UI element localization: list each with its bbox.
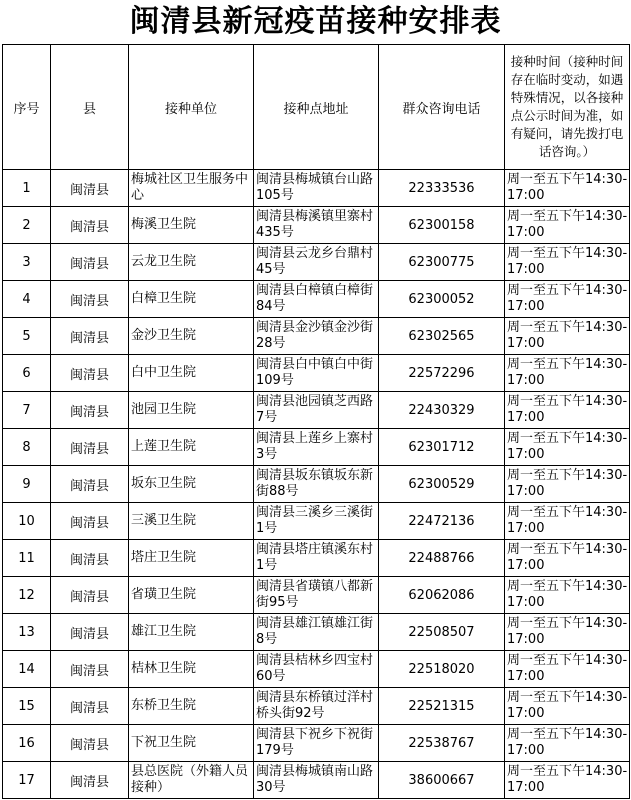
row-county: 闽清县 — [51, 577, 129, 614]
row-county: 闽清县 — [51, 651, 129, 688]
row-unit: 雄江卫生院 — [129, 614, 254, 651]
row-address: 闽清县雄江镇雄江街8号 — [254, 614, 379, 651]
row-time: 周一至五下午14:30-17:00 — [505, 318, 630, 355]
row-time: 周一至五下午14:30-17:00 — [505, 725, 630, 762]
row-address: 闽清县梅城镇台山路105号 — [254, 170, 379, 207]
row-county: 闽清县 — [51, 503, 129, 540]
table-row — [3, 207, 630, 244]
row-unit: 上莲卫生院 — [129, 429, 254, 466]
row-index: 1 — [3, 170, 51, 207]
row-unit: 三溪卫生院 — [129, 503, 254, 540]
table-row — [3, 281, 630, 318]
row-index: 14 — [3, 651, 51, 688]
row-time: 周一至五下午14:30-17:00 — [505, 614, 630, 651]
row-address: 闽清县省璜镇八都新街95号 — [254, 577, 379, 614]
row-phone: 22508507 — [379, 614, 505, 651]
row-index: 17 — [3, 762, 51, 799]
row-county: 闽清县 — [51, 170, 129, 207]
row-unit: 白樟卫生院 — [129, 281, 254, 318]
table-header-row — [3, 45, 630, 170]
row-county: 闽清县 — [51, 281, 129, 318]
row-phone: 38600667 — [379, 762, 505, 799]
row-county: 闽清县 — [51, 207, 129, 244]
row-unit: 下祝卫生院 — [129, 725, 254, 762]
row-unit: 梅溪卫生院 — [129, 207, 254, 244]
row-time: 周一至五下午14:30-17:00 — [505, 466, 630, 503]
row-county: 闽清县 — [51, 725, 129, 762]
table-row — [3, 503, 630, 540]
row-address: 闽清县池园镇芝西路7号 — [254, 392, 379, 429]
row-phone: 62300529 — [379, 466, 505, 503]
row-phone: 62300775 — [379, 244, 505, 281]
table-row — [3, 688, 630, 725]
row-time: 周一至五下午14:30-17:00 — [505, 688, 630, 725]
row-county: 闽清县 — [51, 540, 129, 577]
table-row — [3, 725, 630, 762]
row-index: 5 — [3, 318, 51, 355]
row-county: 闽清县 — [51, 614, 129, 651]
row-unit: 塔庄卫生院 — [129, 540, 254, 577]
table-row — [3, 392, 630, 429]
row-address: 闽清县梅城镇南山路30号 — [254, 762, 379, 799]
row-unit: 池园卫生院 — [129, 392, 254, 429]
row-index: 8 — [3, 429, 51, 466]
row-index: 3 — [3, 244, 51, 281]
row-phone: 22518020 — [379, 651, 505, 688]
table-row — [3, 244, 630, 281]
row-unit: 云龙卫生院 — [129, 244, 254, 281]
row-address: 闽清县东桥镇过洋村桥头街92号 — [254, 688, 379, 725]
row-unit: 金沙卫生院 — [129, 318, 254, 355]
row-phone: 22538767 — [379, 725, 505, 762]
row-county: 闽清县 — [51, 429, 129, 466]
row-unit: 东桥卫生院 — [129, 688, 254, 725]
header-unit: 接种单位 — [129, 45, 254, 170]
row-address: 闽清县白中镇白中街109号 — [254, 355, 379, 392]
table-body — [3, 170, 630, 799]
row-address: 闽清县下祝乡下祝街179号 — [254, 725, 379, 762]
row-unit: 梅城社区卫生服务中心 — [129, 170, 254, 207]
table-row — [3, 762, 630, 799]
header-address: 接种点地址 — [254, 45, 379, 170]
row-index: 15 — [3, 688, 51, 725]
row-address: 闽清县金沙镇金沙街28号 — [254, 318, 379, 355]
row-phone: 22333536 — [379, 170, 505, 207]
header-phone: 群众咨询电话 — [379, 45, 505, 170]
row-phone: 62301712 — [379, 429, 505, 466]
row-index: 13 — [3, 614, 51, 651]
table-row — [3, 614, 630, 651]
row-index: 6 — [3, 355, 51, 392]
row-phone: 22521315 — [379, 688, 505, 725]
row-index: 4 — [3, 281, 51, 318]
row-index: 12 — [3, 577, 51, 614]
row-time: 周一至五下午14:30-17:00 — [505, 207, 630, 244]
row-phone: 22472136 — [379, 503, 505, 540]
row-county: 闽清县 — [51, 392, 129, 429]
row-phone: 22572296 — [379, 355, 505, 392]
row-address: 闽清县上莲乡上寨村3号 — [254, 429, 379, 466]
row-county: 闽清县 — [51, 318, 129, 355]
table-row — [3, 651, 630, 688]
row-unit: 桔林卫生院 — [129, 651, 254, 688]
header-county: 县 — [51, 45, 129, 170]
row-time: 周一至五下午14:30-17:00 — [505, 244, 630, 281]
row-address: 闽清县云龙乡台鼎村45号 — [254, 244, 379, 281]
row-time: 周一至五下午14:30-17:00 — [505, 170, 630, 207]
row-time: 周一至五下午14:30-17:00 — [505, 392, 630, 429]
row-index: 9 — [3, 466, 51, 503]
row-address: 闽清县桔林乡四宝村60号 — [254, 651, 379, 688]
row-index: 7 — [3, 392, 51, 429]
row-county: 闽清县 — [51, 355, 129, 392]
row-unit: 坂东卫生院 — [129, 466, 254, 503]
row-time: 周一至五下午14:30-17:00 — [505, 429, 630, 466]
row-address: 闽清县白樟镇白樟街84号 — [254, 281, 379, 318]
row-phone: 62300158 — [379, 207, 505, 244]
row-county: 闽清县 — [51, 466, 129, 503]
vaccination-schedule-table — [2, 44, 630, 799]
table-row — [3, 429, 630, 466]
row-phone: 22430329 — [379, 392, 505, 429]
row-index: 2 — [3, 207, 51, 244]
row-address: 闽清县塔庄镇溪东村1号 — [254, 540, 379, 577]
row-unit: 省璜卫生院 — [129, 577, 254, 614]
table-row — [3, 540, 630, 577]
row-time: 周一至五下午14:30-17:00 — [505, 281, 630, 318]
row-time: 周一至五下午14:30-17:00 — [505, 577, 630, 614]
row-time: 周一至五下午14:30-17:00 — [505, 503, 630, 540]
row-time: 周一至五下午14:30-17:00 — [505, 651, 630, 688]
row-phone: 62062086 — [379, 577, 505, 614]
row-address: 闽清县坂东镇坂东新街88号 — [254, 466, 379, 503]
row-index: 16 — [3, 725, 51, 762]
row-index: 10 — [3, 503, 51, 540]
row-phone: 62300052 — [379, 281, 505, 318]
table-row — [3, 466, 630, 503]
header-time: 接种时间（接种时间存在临时变动，如遇特殊情况，以各接种点公示时间为准，如有疑问，请先拨打电话咨询。） — [505, 45, 630, 170]
page-title: 闽清县新冠疫苗接种安排表 — [129, 4, 502, 39]
row-address: 闽清县三溪乡三溪街1号 — [254, 503, 379, 540]
row-county: 闽清县 — [51, 762, 129, 799]
table-row — [3, 355, 630, 392]
row-county: 闽清县 — [51, 244, 129, 281]
row-phone: 22488766 — [379, 540, 505, 577]
row-time: 周一至五下午14:30-17:00 — [505, 540, 630, 577]
row-unit: 县总医院（外籍人员接种） — [129, 762, 254, 799]
row-time: 周一至五下午14:30-17:00 — [505, 355, 630, 392]
row-unit: 白中卫生院 — [129, 355, 254, 392]
table-row — [3, 318, 630, 355]
row-county: 闽清县 — [51, 688, 129, 725]
row-index: 11 — [3, 540, 51, 577]
table-row — [3, 577, 630, 614]
row-address: 闽清县梅溪镇里寨村435号 — [254, 207, 379, 244]
row-phone: 62302565 — [379, 318, 505, 355]
table-row — [3, 170, 630, 207]
header-index: 序号 — [3, 45, 51, 170]
row-time: 周一至五下午14:30-17:00 — [505, 762, 630, 799]
